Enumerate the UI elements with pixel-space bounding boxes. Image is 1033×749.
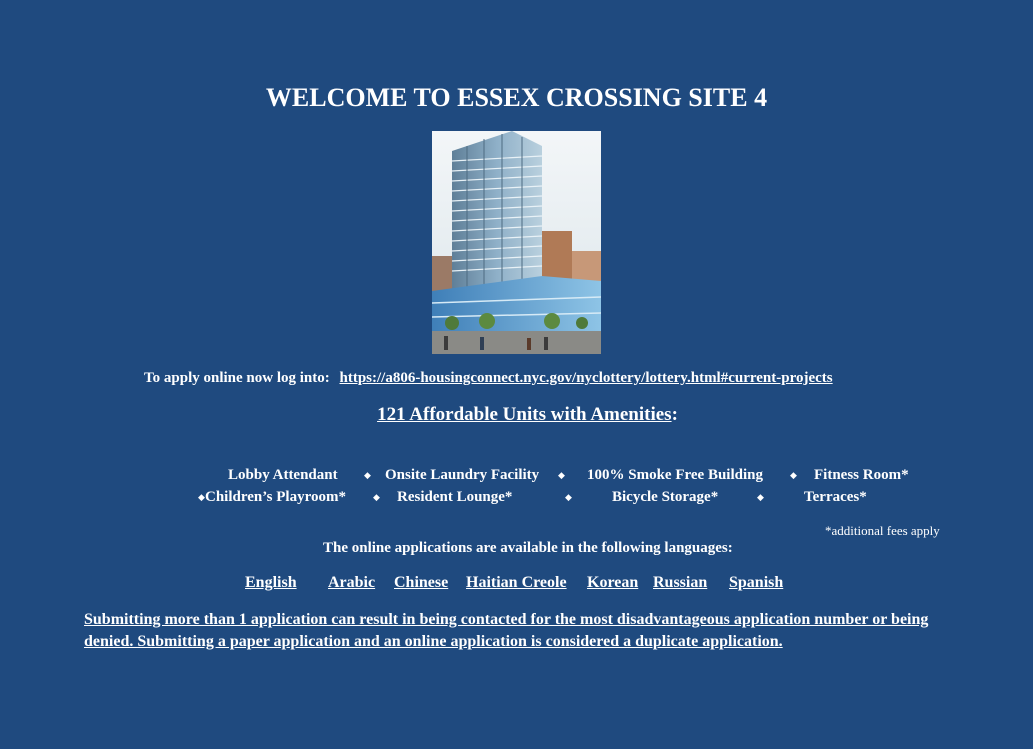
amenity-lobby-attendant: Lobby Attendant [228, 467, 338, 483]
amenity-smoke-free: 100% Smoke Free Building [587, 467, 763, 483]
language-link-spanish[interactable]: Spanish [729, 574, 784, 591]
apply-instructions [144, 370, 833, 387]
page-title: WELCOME TO ESSEX CROSSING SITE 4 [265, 83, 768, 112]
units-heading-colon: : [671, 404, 678, 425]
amenity-onsite-laundry: Onsite Laundry Facility [385, 467, 540, 483]
language-link-russian[interactable]: Russian [653, 574, 708, 591]
languages-intro: The online applications are available in the following languages: [323, 540, 733, 556]
building-image [432, 131, 601, 354]
units-heading-text: 121 Affordable Units with Amenities [377, 404, 672, 425]
duplicate-application-warning: Submitting more than 1 application can result in being contacted for the most disadvantageous application number or being denied. Submitting a paper application and an online application is considered a duplicate application. [84, 611, 929, 650]
amenity-childrens-playroom: Children’s Playroom* [205, 489, 346, 505]
bullet-icon: ◆ [373, 492, 380, 502]
bullet-icon: ◆ [198, 492, 205, 502]
language-link-chinese[interactable]: Chinese [394, 574, 449, 591]
amenity-terraces: Terraces* [804, 489, 867, 505]
housing-connect-link[interactable]: https://a806-housingconnect.nyc.gov/nyclottery/lottery.html#current-projects [339, 370, 833, 386]
bullet-icon: ◆ [790, 470, 797, 480]
fees-note: *additional fees apply [825, 523, 940, 538]
language-link-korean[interactable]: Korean [587, 574, 639, 591]
amenity-bicycle-storage: Bicycle Storage* [612, 489, 719, 505]
apply-text: To apply online now log into: [144, 370, 330, 386]
language-link-english[interactable]: English [245, 574, 297, 591]
bullet-icon: ◆ [565, 492, 572, 502]
bullet-icon: ◆ [364, 470, 371, 480]
units-heading [0, 404, 1033, 426]
bullet-icon: ◆ [558, 470, 565, 480]
amenity-resident-lounge: Resident Lounge* [397, 489, 513, 505]
bullet-icon: ◆ [757, 492, 764, 502]
language-link-arabic[interactable]: Arabic [328, 574, 376, 591]
language-link-haitian-creole[interactable]: Haitian Creole [466, 574, 567, 591]
amenity-fitness-room: Fitness Room* [814, 467, 909, 483]
